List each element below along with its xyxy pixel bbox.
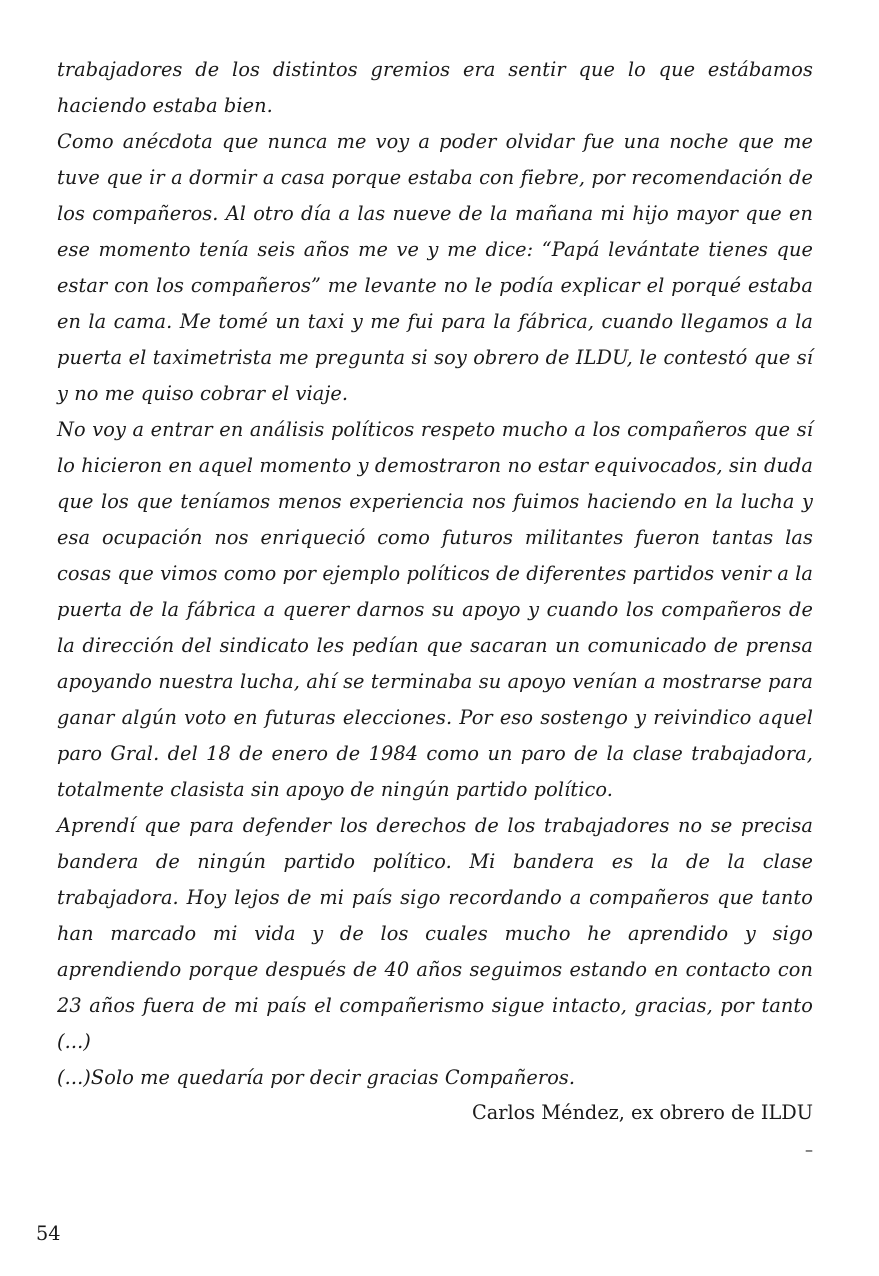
paragraph-2: Como anécdota que nunca me voy a poder olvidar fue una noche que me tuve que ir a dormir a casa porque estaba con fiebre, por recomendación de los compañeros. Al otro día a las nueve de la mañana mi hijo mayor que en ese momento tenía seis años me ve y me dice: “Papá levántate tienes que estar con los compañeros” me levante no le podía explicar el porqué estaba en la cama. Me tomé un taxi y me fui para la fábrica, cuando llegamos a la puerta el taximetrista me pregunta si soy obrero de ILDU, le contestó que sí y no me quiso cobrar el viaje. (57, 130, 813, 405)
paragraph-4: Aprendí que para defender los derechos de los trabajadores no se precisa bandera de ningún partido político. Mi bandera es la de la clase trabajadora. Hoy lejos de mi país sigo recordando a compañeros que tanto han marcado mi vida y de los cuales mucho he aprendido y sigo aprendiendo porque después de 40 años seguimos estando en contacto con 23 años fuera de mi país el compañerismo sigue intacto, gracias, por tanto (...) (57, 814, 813, 1053)
author-signature: Carlos Méndez, ex obrero de ILDU (472, 1101, 813, 1124)
paragraph-5: (...)Solo me quedaría por decir gracias Compañeros. (57, 1066, 576, 1089)
paragraph-3: No voy a entrar en análisis políticos respeto mucho a los compañeros que sí lo hicieron en aquel momento y demostraron no estar equivocados, sin duda que los que teníamos menos experiencia nos fuimos haciendo en la lucha y esa ocupación nos enriqueció como futuros militantes fueron tantas las cosas que vimos como por ejemplo políticos de diferentes partidos venir a la puerta de la fábrica a querer darnos su apoyo y cuando los compañeros de la dirección del sindicato les pedían que sacaran un comunicado de prensa apoyando nuestra lucha, ahí se terminaba su apoyo venían a mostrarse para ganar algún voto en futuras elecciones. Por eso sostengo y reivindico aquel paro Gral. del 18 de enero de 1984 como un paro de la clase trabajadora, totalmente clasista sin apoyo de ningún partido político. (57, 418, 814, 801)
page-number: 54 (36, 1222, 61, 1245)
body-text (57, 52, 813, 1096)
paragraph-1: trabajadores de los distintos gremios era sentir que lo que estábamos haciendo estaba bien. (57, 58, 813, 117)
trailing-dash: – (805, 1140, 813, 1159)
